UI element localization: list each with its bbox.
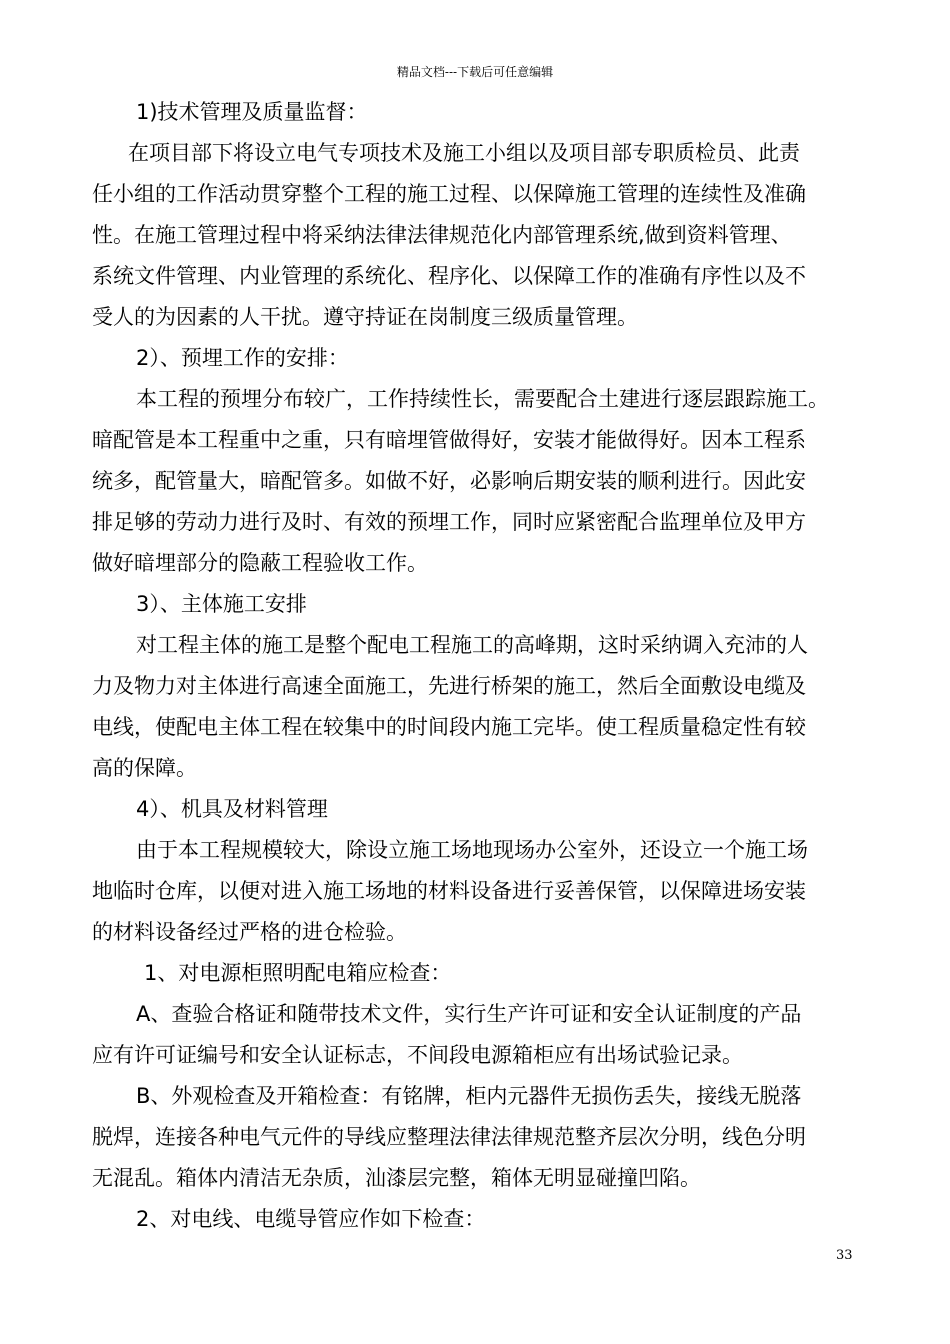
text-line: 1、对电源柜照明配电箱应检查：	[144, 961, 452, 985]
text-line: 系统文件管理、内业管理的系统化、程序化、以保障工作的准确有序性以及不	[92, 264, 806, 288]
text-line: B、外观检查及开箱检查：有铭牌，柜内元器件无损伤丢失，接线无脱落	[136, 1084, 802, 1108]
text-line: 本工程的预埋分布较广，工作持续性长，需要配合土建进行逐层跟踪施工。	[136, 387, 829, 411]
text-line: 地临时仓库，以便对进入施工场地的材料设备进行妥善保管，以保障进场安装	[92, 879, 806, 903]
text-line: 2）、预埋工作的安排：	[136, 346, 349, 370]
page-number: 33	[836, 1248, 853, 1263]
text-line: 的材料设备经过严格的进仓检验。	[92, 920, 407, 944]
text-line: 电线，使配电主体工程在较集中的时间段内施工完毕。使工程质量稳定性有较	[92, 715, 806, 739]
text-line: 统多，配管量大，暗配管多。如做不好，必影响后期安装的顺利进行。因此安	[92, 469, 806, 493]
text-line: 由于本工程规模较大，除设立施工场地现场办公室外，还设立一个施工场	[136, 838, 808, 862]
text-line: 高的保障。	[92, 756, 197, 780]
text-line: 脱焊，连接各种电气元件的导线应整理法律法律规范整齐层次分明，线色分明	[92, 1125, 806, 1149]
text-line: 受人的为因素的人干扰。遵守持证在岗制度三级质量管理。	[92, 305, 638, 329]
text-line: 2、对电线、电缆导管应作如下检查：	[136, 1207, 486, 1231]
text-line: 排足够的劳动力进行及时、有效的预埋工作，同时应紧密配合监理单位及甲方	[92, 510, 806, 534]
document-body	[92, 92, 872, 1240]
text-line: A、查验合格证和随带技术文件，实行生产许可证和安全认证制度的产品	[136, 1002, 802, 1026]
text-line: 力及物力对主体进行高速全面施工，先进行桥架的施工，然后全面敷设电缆及	[92, 674, 806, 698]
text-line: 性。在施工管理过程中将采纳法律法律规范化内部管理系统,做到资料管理、	[92, 223, 792, 247]
text-line: 做好暗埋部分的隐蔽工程验收工作。	[92, 551, 428, 575]
text-line: 1)技术管理及质量监督：	[136, 100, 368, 124]
text-line: 在项目部下将设立电气专项技术及施工小组以及项目部专职质检员、此责	[128, 141, 800, 165]
text-line: 应有许可证编号和安全认证标志，不间段电源箱柜应有出场试验记录。	[92, 1043, 743, 1067]
page-header: 精品文档---下载后可任意编辑	[396, 65, 554, 79]
text-line: 任小组的工作活动贯穿整个工程的施工过程、以保障施工管理的连续性及准确	[92, 182, 806, 206]
text-line: 4）、机具及材料管理	[136, 797, 328, 821]
text-line: 无混乱。箱体内清洁无杂质，汕漆层完整，箱体无明显碰撞凹陷。	[92, 1166, 701, 1190]
text-line: 暗配管是本工程重中之重，只有暗埋管做得好，安装才能做得好。因本工程系	[92, 428, 806, 452]
text-line: 对工程主体的施工是整个配电工程施工的高峰期，这时采纳调入充沛的人	[136, 633, 808, 657]
text-line: 3）、主体施工安排	[136, 592, 307, 616]
